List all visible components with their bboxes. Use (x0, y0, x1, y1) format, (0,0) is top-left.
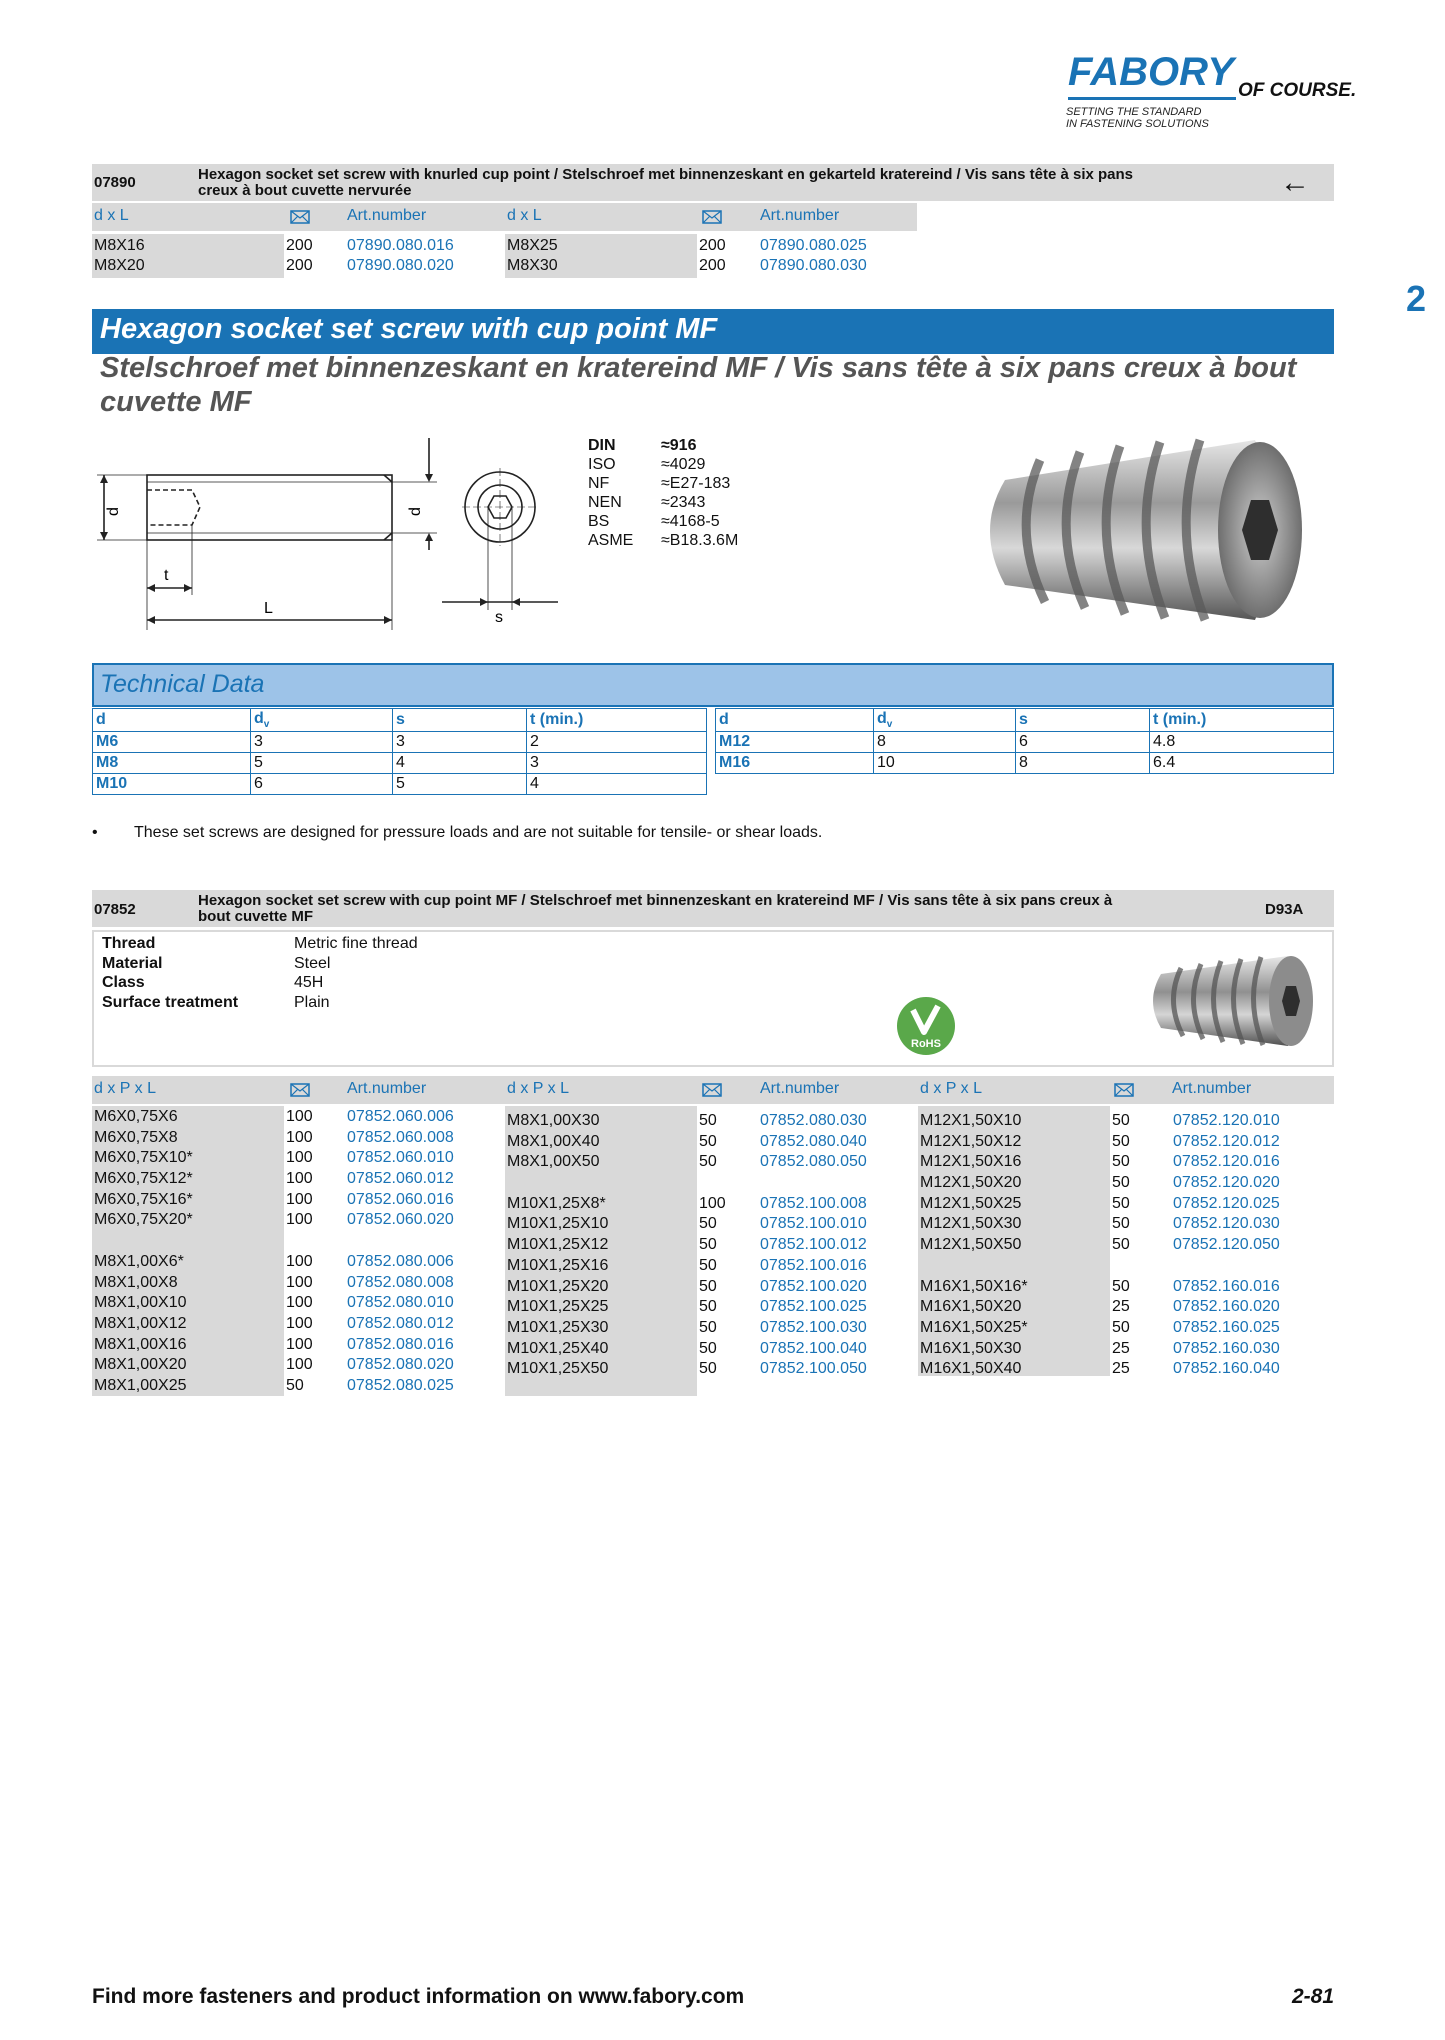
size-cell: M16X1,50X30 (920, 1339, 1022, 1357)
col-header-size: d x L (94, 207, 129, 224)
standard-value: ≈B18.3.6M (661, 532, 739, 549)
standard-value: ≈2343 (661, 494, 706, 511)
product-description: Hexagon socket set screw with knurled cup point / Stelschroef met binnenzeskant en gekarteld kratereind / Vis sans tête à six pans (198, 166, 1134, 183)
table-row (507, 1132, 867, 1153)
size-cell: M16X1,50X16* (920, 1277, 1028, 1295)
size-cell: M8X1,00X16 (94, 1335, 187, 1353)
article-link[interactable]: 07852.100.012 (760, 1236, 867, 1254)
envelope-icon (702, 1083, 722, 1097)
size-cell: M12X1,50X12 (920, 1132, 1022, 1150)
technical-data-title: Technical Data (100, 670, 265, 698)
qty-cell: 50 (1112, 1215, 1130, 1233)
article-link[interactable]: 07852.060.008 (347, 1128, 454, 1146)
size-cell: M8X1,00X8 (94, 1273, 178, 1291)
spec-key: Class (102, 974, 145, 991)
technical-data-table-right (715, 708, 1334, 774)
table-row: M12 8 6 4.8 (716, 732, 1334, 753)
envelope-icon (290, 1083, 310, 1097)
table-row: M10 6 5 4 (93, 774, 707, 795)
article-link[interactable]: 07852.080.010 (347, 1294, 454, 1312)
qty-cell: 50 (1112, 1236, 1130, 1254)
page-number: 2-81 (1292, 1985, 1335, 2008)
size-cell: M16X1,50X40 (920, 1360, 1022, 1378)
qty-cell: 50 (699, 1153, 717, 1171)
qty-cell: 50 (286, 1376, 304, 1394)
size-cell: M8X1,00X30 (507, 1112, 600, 1129)
col-header-art: Art.number (347, 207, 427, 224)
spec-key: Material (102, 954, 163, 972)
size-cell: M10X1,25X30 (507, 1318, 609, 1336)
size-cell: M8X1,00X50 (507, 1153, 600, 1171)
article-link[interactable]: 07852.080.016 (347, 1335, 454, 1353)
qty-cell: 50 (699, 1215, 717, 1233)
standard-value: ≈4168-5 (661, 513, 720, 530)
qty-cell: 50 (1112, 1174, 1130, 1192)
table-row (507, 1359, 867, 1380)
qty-cell: 100 (286, 1108, 313, 1125)
qty-cell: 100 (286, 1128, 313, 1146)
qty-cell: 25 (1112, 1360, 1130, 1378)
size-cell: M16X1,50X20 (920, 1298, 1022, 1316)
table-row (920, 1173, 1280, 1194)
size-cell: M10X1,25X40 (507, 1339, 609, 1357)
bullet: • (92, 824, 98, 841)
table-row (507, 1318, 867, 1339)
size-cell: M6X0,75X16* (94, 1190, 193, 1208)
envelope-icon (1114, 1083, 1134, 1097)
standard-key: ISO (588, 456, 616, 473)
size-cell: M12X1,50X10 (920, 1112, 1022, 1129)
svg-text:RoHS: RoHS (911, 1038, 941, 1050)
spec-values (294, 934, 418, 1012)
table-row (920, 1339, 1280, 1360)
article-link[interactable]: 07852.120.016 (1173, 1153, 1280, 1171)
size-cell: M10X1,25X50 (507, 1360, 609, 1378)
spec-key: Surface treatment (102, 993, 239, 1011)
col-header-art: Art.number (760, 207, 840, 224)
standards-values (661, 436, 738, 550)
qty-cell: 50 (699, 1236, 717, 1254)
article-link[interactable]: 07852.060.020 (347, 1211, 454, 1229)
table-row (507, 1214, 867, 1235)
envelope-icon (702, 210, 722, 224)
qty-cell: 50 (699, 1339, 717, 1357)
size-cell: M8X1,00X25 (94, 1376, 187, 1394)
table-row (507, 1235, 867, 1256)
size-cell: M12X1,50X50 (920, 1236, 1022, 1254)
article-link[interactable]: 07852.080.050 (760, 1153, 867, 1171)
logo-tagline: SETTING THE STANDARD (1066, 106, 1202, 118)
qty-cell: 50 (699, 1256, 717, 1274)
size-cell: M8X1,00X10 (94, 1294, 187, 1312)
table-row (920, 1297, 1280, 1318)
article-link[interactable]: 07890.080.016 (347, 237, 454, 254)
qty-cell: 50 (1112, 1194, 1130, 1212)
size-cell: M10X1,25X20 (507, 1277, 609, 1295)
size-cell: M10X1,25X10 (507, 1215, 609, 1233)
article-link[interactable]: 07852.100.020 (760, 1277, 867, 1295)
size-cell: M6X0,75X10* (94, 1149, 193, 1167)
spec-value: Metric fine thread (294, 935, 418, 952)
table-row (920, 1318, 1280, 1339)
product-table-column (920, 1111, 1280, 1380)
table-row (94, 1376, 454, 1397)
size-cell: M12X1,50X30 (920, 1215, 1022, 1233)
product-description: Hexagon socket set screw with cup point MF / Stelschroef met binnenzeskant en kratereind MF / Vis sans tête à six pans creux à (198, 892, 1113, 909)
table-row (507, 1277, 867, 1298)
table-row (94, 1190, 454, 1211)
brand-logo: FABORY (1068, 50, 1234, 94)
table-row (94, 1293, 454, 1314)
size-cell: M6X0,75X6 (94, 1108, 178, 1125)
table-row (920, 1132, 1280, 1153)
col-header-art: Art.number (347, 1080, 427, 1097)
article-link[interactable]: 07852.080.020 (347, 1356, 454, 1374)
size-cell: M6X0,75X12* (94, 1170, 193, 1188)
spec-value: Steel (294, 954, 331, 972)
article-link[interactable]: 07852.080.006 (347, 1252, 454, 1270)
table-row (920, 1235, 1280, 1256)
article-link[interactable]: 07852.120.050 (1173, 1236, 1280, 1254)
table-row (94, 1314, 454, 1335)
standard-value: ≈E27-183 (661, 475, 731, 492)
product-table-column (94, 236, 454, 276)
article-link[interactable]: 07852.100.008 (760, 1194, 867, 1212)
article-link[interactable]: 07852.080.030 (760, 1112, 867, 1129)
table-row (507, 1173, 867, 1194)
standard-key: BS (588, 513, 610, 530)
standards-list (588, 436, 633, 550)
article-link[interactable]: 07852.080.040 (760, 1132, 867, 1150)
table-row: M8X25 200 07890.080.025 (507, 237, 867, 254)
article-link[interactable]: 07852.160.030 (1173, 1339, 1280, 1357)
table-row (920, 1194, 1280, 1215)
table-row (507, 1152, 867, 1173)
product-table-column (507, 1111, 867, 1380)
table-row (507, 1339, 867, 1360)
table-row (94, 1210, 454, 1231)
size-cell: M6X0,75X20* (94, 1211, 193, 1229)
table-row (920, 1111, 1280, 1132)
article-link[interactable]: 07852.120.030 (1173, 1215, 1280, 1233)
size-cell: M16X1,50X25* (920, 1318, 1028, 1336)
standard-key: NF (588, 475, 610, 492)
size-cell: M10X1,25X25 (507, 1298, 609, 1316)
table-row: M16 10 8 6.4 (716, 753, 1334, 774)
article-link[interactable]: 07852.080.012 (347, 1314, 454, 1332)
article-link[interactable]: 07852.060.012 (347, 1170, 454, 1188)
technical-data-table-left (92, 708, 707, 795)
table-row: M8 5 4 3 (93, 753, 707, 774)
qty-cell: 50 (699, 1318, 717, 1336)
table-row (94, 1169, 454, 1190)
size-cell: M10X1,25X16 (507, 1256, 609, 1274)
dimension-label: s (495, 609, 503, 626)
size-cell: M12X1,50X16 (920, 1153, 1022, 1171)
article-link[interactable]: 07852.060.006 (347, 1108, 454, 1125)
table-row (507, 1111, 867, 1132)
qty-cell: 100 (286, 1314, 313, 1332)
qty-cell: 50 (1112, 1132, 1130, 1150)
article-link[interactable]: 07890.080.025 (760, 237, 867, 254)
table-header-row: d $d_v$ s t (min.) (93, 709, 707, 732)
article-link[interactable]: 07852.100.025 (760, 1298, 867, 1316)
dimension-label: d (407, 507, 424, 516)
article-link[interactable]: 07852.060.016 (347, 1190, 454, 1208)
qty-cell: 100 (286, 1335, 313, 1353)
size-cell: M12X1,50X20 (920, 1174, 1022, 1192)
qty-cell: 25 (1112, 1298, 1130, 1316)
col-header-size: d x P x L (94, 1080, 156, 1097)
article-link[interactable]: 07852.100.016 (760, 1256, 867, 1274)
qty-cell: 100 (286, 1190, 313, 1208)
col-header-art: Art.number (1172, 1080, 1252, 1097)
table-row (94, 1355, 454, 1376)
product-table-column (94, 1107, 454, 1397)
size-cell: M8X1,00X40 (507, 1132, 600, 1150)
table-row (507, 1194, 867, 1215)
col-header-art: Art.number (760, 1080, 840, 1097)
qty-cell: 50 (699, 1112, 717, 1129)
section-subtitle: Stelschroef met binnenzeskant en kratereind MF / Vis sans tête à six pans creux à bout (100, 352, 1297, 384)
article-link[interactable]: 07852.120.020 (1173, 1174, 1280, 1192)
table-row (920, 1214, 1280, 1235)
product-description: creux à bout cuvette nervurée (198, 182, 412, 199)
article-link[interactable]: 07852.100.040 (760, 1339, 867, 1357)
table-row (507, 1256, 867, 1277)
qty-cell: 100 (286, 1149, 313, 1167)
size-cell: M10X1,25X8* (507, 1194, 606, 1212)
qty-cell: 50 (699, 1132, 717, 1150)
col-header-size: d x P x L (507, 1080, 569, 1097)
chapter-number: 2 (1406, 278, 1427, 319)
article-link[interactable]: 07852.120.025 (1173, 1194, 1280, 1212)
product-thumbnail (1143, 946, 1323, 1056)
qty-cell: 100 (286, 1252, 313, 1270)
article-link[interactable]: 07852.160.040 (1173, 1360, 1280, 1378)
table-row (507, 1297, 867, 1318)
footer-text: Find more fasteners and product information on www.fabory.com (92, 1985, 745, 2008)
size-cell: M10X1,25X12 (507, 1236, 609, 1254)
table-row (94, 1273, 454, 1294)
dimension-label: d (105, 507, 122, 516)
qty-cell: 50 (1112, 1112, 1130, 1129)
standard-key: ASME (588, 532, 634, 549)
size-cell: M6X0,75X8 (94, 1128, 178, 1146)
spec-key: Thread (102, 935, 156, 952)
qty-cell: 50 (699, 1360, 717, 1378)
article-link[interactable]: 07852.120.010 (1173, 1112, 1280, 1129)
qty-cell: 50 (699, 1277, 717, 1295)
product-code: 07852 (94, 901, 136, 918)
table-row (920, 1152, 1280, 1173)
rohs-badge-icon (896, 996, 956, 1056)
section-subtitle: cuvette MF (100, 386, 252, 418)
qty-cell: 100 (286, 1273, 313, 1291)
article-link[interactable]: 07852.100.030 (760, 1318, 867, 1336)
table-row (94, 1148, 454, 1169)
article-link[interactable]: 07852.160.020 (1173, 1298, 1280, 1316)
standard-value: ≈4029 (661, 456, 706, 473)
table-row (94, 1128, 454, 1149)
table-row: M8X16 200 07890.080.016 (94, 237, 454, 254)
product-table-column (507, 236, 867, 276)
table-header-row: d $d_v$ s t (min.) (716, 709, 1334, 732)
qty-cell: 100 (286, 1211, 313, 1229)
usage-note: • These set screws are designed for pressure loads and are not suitable for tensile- or shear loads. (92, 824, 823, 841)
qty-cell: 50 (1112, 1153, 1130, 1171)
dimension-label: t (164, 567, 169, 584)
table-row (94, 1107, 454, 1128)
table-row (920, 1277, 1280, 1298)
product-description: bout cuvette MF (198, 908, 313, 925)
size-cell: M8X1,00X12 (94, 1314, 187, 1332)
article-link[interactable]: 07852.100.010 (760, 1215, 867, 1233)
product-reference: D93A (1265, 901, 1304, 918)
dimension-label: L (264, 600, 273, 617)
article-link[interactable]: 07890.080.030 (760, 257, 867, 274)
qty-cell: 100 (286, 1294, 313, 1312)
size-cell: M8X1,00X20 (94, 1356, 187, 1374)
article-link[interactable]: 07852.120.012 (1173, 1132, 1280, 1150)
article-link[interactable]: 07852.060.010 (347, 1149, 454, 1167)
logo-suffix: OF COURSE. (1238, 80, 1357, 101)
table-row (94, 1231, 454, 1252)
logo-tagline: IN FASTENING SOLUTIONS (1066, 118, 1209, 130)
qty-cell: 100 (286, 1356, 313, 1374)
qty-cell: 50 (1112, 1318, 1130, 1336)
table-row: M6 3 3 2 (93, 732, 707, 753)
spec-value: 45H (294, 974, 324, 991)
article-link[interactable]: 07852.100.050 (760, 1360, 867, 1378)
table-row: M8X20 200 07890.080.020 (94, 257, 454, 274)
section-title: Hexagon socket set screw with cup point MF (100, 313, 718, 345)
spec-keys (102, 934, 238, 1012)
qty-cell: 50 (699, 1298, 717, 1316)
product-photo (965, 420, 1335, 640)
back-arrow-icon[interactable]: ← (1280, 166, 1310, 199)
table-row (94, 1252, 454, 1273)
technical-data-bar (92, 663, 1334, 707)
table-row (920, 1256, 1280, 1277)
article-link[interactable]: 07852.080.008 (347, 1273, 454, 1291)
standard-key: NEN (588, 494, 622, 511)
article-link[interactable]: 07890.080.020 (347, 257, 454, 274)
product-code: 07890 (94, 174, 136, 191)
col-header-size: d x L (507, 207, 542, 224)
col-header-size: d x P x L (920, 1080, 982, 1097)
standard-value: ≈916 (661, 437, 697, 454)
technical-drawing (92, 430, 572, 630)
table-row: M8X30 200 07890.080.030 (507, 257, 867, 274)
spec-value: Plain (294, 993, 330, 1011)
table-row (94, 1335, 454, 1356)
qty-cell: 50 (1112, 1277, 1130, 1295)
qty-cell: 100 (286, 1170, 313, 1188)
size-cell: M12X1,50X25 (920, 1194, 1022, 1212)
article-link[interactable]: 07852.160.016 (1173, 1277, 1280, 1295)
article-link[interactable]: 07852.080.025 (347, 1376, 454, 1394)
qty-cell: 25 (1112, 1339, 1130, 1357)
logo-underline (1068, 97, 1236, 100)
size-cell: M8X1,00X6* (94, 1252, 184, 1270)
table-row (920, 1359, 1280, 1380)
qty-cell: 100 (699, 1194, 726, 1212)
envelope-icon (290, 210, 310, 224)
standard-key: DIN (588, 437, 616, 454)
article-link[interactable]: 07852.160.025 (1173, 1318, 1280, 1336)
